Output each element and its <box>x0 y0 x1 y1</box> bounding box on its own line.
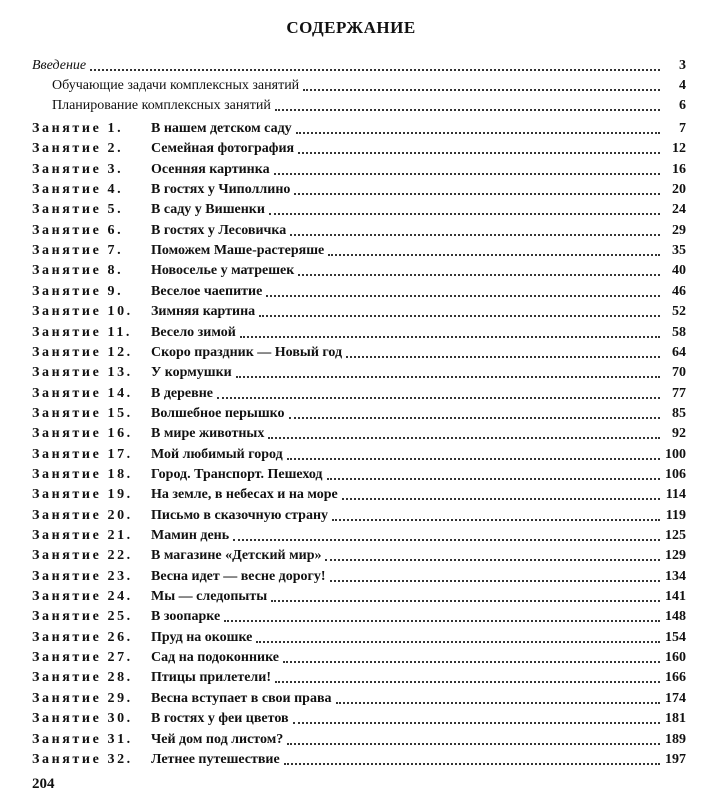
toc-entry-lesson[interactable] <box>32 667 686 687</box>
toc-entry-lesson[interactable] <box>32 301 686 321</box>
page-number: 204 <box>32 776 55 792</box>
lesson-number: Занятие 1. <box>32 121 124 136</box>
toc-entry-page: 125 <box>665 528 686 543</box>
lesson-title: В гостях у Чиполлино <box>151 182 291 198</box>
dot-leader <box>298 273 660 276</box>
lesson-title: Мы — следопыты <box>151 589 268 605</box>
toc-entry-lesson[interactable] <box>32 322 686 342</box>
toc-entry-page: 58 <box>672 324 686 340</box>
toc-entry-lesson[interactable] <box>32 362 686 382</box>
toc-entry-page: 16 <box>672 161 686 177</box>
toc-entry-page: 4 <box>679 78 686 93</box>
toc-entry-lesson[interactable] <box>32 118 686 138</box>
toc-entry-page: 189 <box>665 731 686 747</box>
toc-entry-lesson[interactable] <box>32 464 686 484</box>
lesson-number: Занятие 14. <box>32 385 133 401</box>
lesson-title: Зимняя картина <box>151 304 256 320</box>
toc-entry-page: 181 <box>665 711 686 727</box>
lesson-number: Занятие 25. <box>32 609 133 625</box>
toc-entry-lesson[interactable] <box>32 566 686 586</box>
toc-entry-lesson[interactable] <box>32 260 686 280</box>
lesson-number: Занятие 7. <box>32 243 124 259</box>
lesson-title: У кормушки <box>151 365 232 381</box>
lesson-title: Весело зимой <box>151 324 236 340</box>
dot-leader <box>287 742 660 745</box>
page-title: СОДЕРЖАНИЕ <box>286 18 416 37</box>
dot-leader <box>283 660 660 663</box>
toc-entry-page: 160 <box>665 650 686 666</box>
lesson-title: Письмо в сказочную страну <box>151 507 329 523</box>
dot-leader <box>240 335 660 338</box>
toc-entry-lesson[interactable] <box>32 484 686 504</box>
lesson-number: Занятие 32. <box>32 751 133 767</box>
lesson-number: Занятие 24. <box>32 589 133 605</box>
toc-entry-lesson[interactable] <box>32 627 686 647</box>
toc-entry-page: 52 <box>672 304 686 320</box>
toc-entry-lesson[interactable] <box>32 403 686 423</box>
dot-leader <box>342 497 660 500</box>
lesson-title: Летнее путешествие <box>151 751 280 767</box>
toc-entry-lesson[interactable] <box>32 281 686 301</box>
lesson-title: В магазине «Детский мир» <box>151 548 322 564</box>
toc-entry-page: 174 <box>665 690 686 706</box>
toc-entry-lesson[interactable] <box>32 159 686 179</box>
toc-entry-page: 114 <box>665 487 686 503</box>
toc-entry-page: 148 <box>665 609 686 625</box>
lesson-number: Занятие 30. <box>32 711 133 727</box>
toc-entry-lesson[interactable] <box>32 708 686 728</box>
toc-entry-label: Введение <box>32 58 87 73</box>
lesson-title: Птицы прилетели! <box>151 670 271 686</box>
lesson-title: Весна вступает в свои права <box>151 690 332 706</box>
toc-entry-lesson[interactable] <box>32 545 686 565</box>
toc-entry-lesson[interactable] <box>32 444 686 464</box>
dot-leader <box>268 436 660 439</box>
lesson-number: Занятие 5. <box>32 202 124 218</box>
dot-leader <box>275 108 660 111</box>
lesson-title: Пруд на окошке <box>151 629 253 645</box>
lesson-title: В зоопарке <box>151 609 221 625</box>
toc-entry-page: 106 <box>665 466 686 482</box>
lesson-number: Занятие 29. <box>32 690 133 706</box>
lesson-title: Волшебное перышко <box>151 405 285 421</box>
lesson-title: Чей дом под листом? <box>151 731 284 747</box>
lesson-number: Занятие 20. <box>32 507 133 523</box>
lesson-title: Город. Транспорт. Пешеход <box>151 466 323 482</box>
toc-entry-page: 12 <box>672 141 686 157</box>
dot-leader <box>327 477 660 480</box>
lesson-number: Занятие 22. <box>32 548 133 564</box>
toc-entry-lesson[interactable] <box>32 729 686 749</box>
toc-entry-lesson[interactable] <box>32 586 686 606</box>
dot-leader <box>224 619 660 622</box>
toc-entry-lesson[interactable] <box>32 342 686 362</box>
toc-subentry[interactable] <box>52 75 686 95</box>
toc-entry-lesson[interactable] <box>32 647 686 667</box>
lesson-title: Веселое чаепитие <box>151 283 263 299</box>
lesson-number: Занятие 10. <box>32 304 133 320</box>
dot-leader <box>346 355 660 358</box>
dot-leader <box>293 721 660 724</box>
toc-entry-page: 141 <box>665 589 686 605</box>
toc-entry-page: 6 <box>679 98 686 113</box>
lesson-title: Весна идет — весне дорогу! <box>151 568 326 584</box>
lesson-title: Скоро праздник — Новый год <box>151 344 343 360</box>
dot-leader <box>298 151 660 154</box>
toc-entry-label: Обучающие задачи комплексных занятий <box>52 78 300 93</box>
lesson-title: В гостях у Лесовичка <box>151 222 287 238</box>
dot-leader <box>325 558 660 561</box>
toc-entry-lesson[interactable] <box>32 179 686 199</box>
dot-leader <box>259 314 660 317</box>
lesson-number: Занятие 13. <box>32 365 133 381</box>
toc-entry-page: 166 <box>665 670 686 686</box>
dot-leader <box>233 538 660 541</box>
toc-entry-page: 40 <box>672 263 686 279</box>
lesson-title: Поможем Маше-растеряше <box>151 243 325 259</box>
dot-leader <box>290 233 660 236</box>
toc-entry-page: 85 <box>672 405 686 421</box>
toc-entry-page: 46 <box>672 283 686 299</box>
toc-entry-page: 154 <box>665 629 686 645</box>
lesson-title: В гостях у феи цветов <box>151 711 289 727</box>
lesson-title: На земле, в небесах и на море <box>151 487 338 503</box>
lesson-number: Занятие 15. <box>32 405 133 421</box>
lesson-number: Занятие 11. <box>32 324 133 340</box>
toc-entry-page: 35 <box>672 243 686 259</box>
toc-entry-page: 129 <box>665 548 686 564</box>
dot-leader <box>236 375 660 378</box>
dot-leader <box>330 579 660 582</box>
lesson-number: Занятие 12. <box>32 344 133 360</box>
toc-entry-page: 29 <box>672 222 686 238</box>
toc-entry-page: 100 <box>665 446 686 462</box>
lesson-number: Занятие 23. <box>32 568 133 584</box>
lesson-number: Занятие 8. <box>32 263 124 279</box>
toc-entry-page: 197 <box>665 751 686 767</box>
toc-entry-lesson[interactable] <box>32 688 686 708</box>
lesson-number: Занятие 19. <box>32 487 133 503</box>
dot-leader <box>336 701 660 704</box>
lesson-number: Занятие 9. <box>32 283 124 299</box>
toc-entry-page: 70 <box>672 365 686 381</box>
lesson-number: Занятие 21. <box>32 528 133 543</box>
dot-leader <box>269 212 660 215</box>
toc-entry-page: 3 <box>679 58 686 73</box>
lesson-number: Занятие 3. <box>32 161 124 177</box>
dot-leader <box>266 294 660 297</box>
lesson-number: Занятие 31. <box>32 731 133 747</box>
toc-entry-lesson[interactable] <box>32 220 686 240</box>
toc-entry-intro[interactable] <box>32 55 686 75</box>
toc-entry-page: 64 <box>672 344 686 360</box>
toc-entry-lesson[interactable] <box>32 749 686 769</box>
lesson-title: Мой любимый город <box>151 446 283 462</box>
dot-leader <box>275 680 660 683</box>
lesson-title: Мамин день <box>151 528 230 543</box>
dot-leader <box>328 253 660 256</box>
dot-leader <box>217 396 660 399</box>
lesson-title: Осенняя картинка <box>151 161 270 177</box>
lesson-title: Сад на подоконнике <box>151 650 280 666</box>
lesson-title: Новоселье у матрешек <box>151 263 295 279</box>
toc-entry-lesson[interactable] <box>32 240 686 260</box>
lesson-number: Занятие 28. <box>32 670 133 686</box>
lesson-number: Занятие 16. <box>32 426 133 442</box>
lesson-number: Занятие 4. <box>32 182 124 198</box>
lesson-number: Занятие 27. <box>32 650 133 666</box>
toc-entry-lesson[interactable] <box>32 606 686 626</box>
toc-entry-lesson[interactable] <box>32 383 686 403</box>
lesson-title: Семейная фотография <box>151 141 295 157</box>
lesson-number: Занятие 2. <box>32 141 124 157</box>
toc-entry-page: 92 <box>672 426 686 442</box>
toc-entry-page: 24 <box>672 202 686 218</box>
lesson-number: Занятие 6. <box>32 222 124 238</box>
toc-entry-lesson[interactable] <box>32 505 686 525</box>
dot-leader <box>294 192 660 195</box>
toc-entry-lesson[interactable] <box>32 199 686 219</box>
lesson-number: Занятие 26. <box>32 629 133 645</box>
dot-leader <box>256 640 660 643</box>
lesson-title: В нашем детском саду <box>151 121 292 136</box>
lesson-title: В деревне <box>151 385 213 401</box>
lesson-title: В саду у Вишенки <box>151 202 265 218</box>
toc-entry-page: 119 <box>665 507 686 523</box>
dot-leader <box>284 762 660 765</box>
lesson-number: Занятие 17. <box>32 446 133 462</box>
toc-entry-page: 7 <box>679 121 686 136</box>
toc-entry-label: Планирование комплексных занятий <box>52 98 271 113</box>
dot-leader <box>274 172 660 175</box>
toc-entry-page: 134 <box>665 568 686 584</box>
toc-entry-lesson[interactable] <box>32 423 686 443</box>
toc-entry-page: 20 <box>672 182 686 198</box>
dot-leader <box>289 416 660 419</box>
lesson-title: В мире животных <box>151 426 265 442</box>
toc-entry-lesson[interactable] <box>32 525 686 545</box>
lesson-number: Занятие 18. <box>32 466 133 482</box>
dot-leader <box>303 88 660 91</box>
dot-leader <box>90 68 660 71</box>
toc-entry-lesson[interactable] <box>32 138 686 158</box>
dot-leader <box>296 131 660 134</box>
dot-leader <box>332 518 660 521</box>
dot-leader <box>271 599 660 602</box>
toc-entry-page: 77 <box>672 385 686 401</box>
toc-subentry[interactable] <box>52 95 686 115</box>
dot-leader <box>287 457 660 460</box>
